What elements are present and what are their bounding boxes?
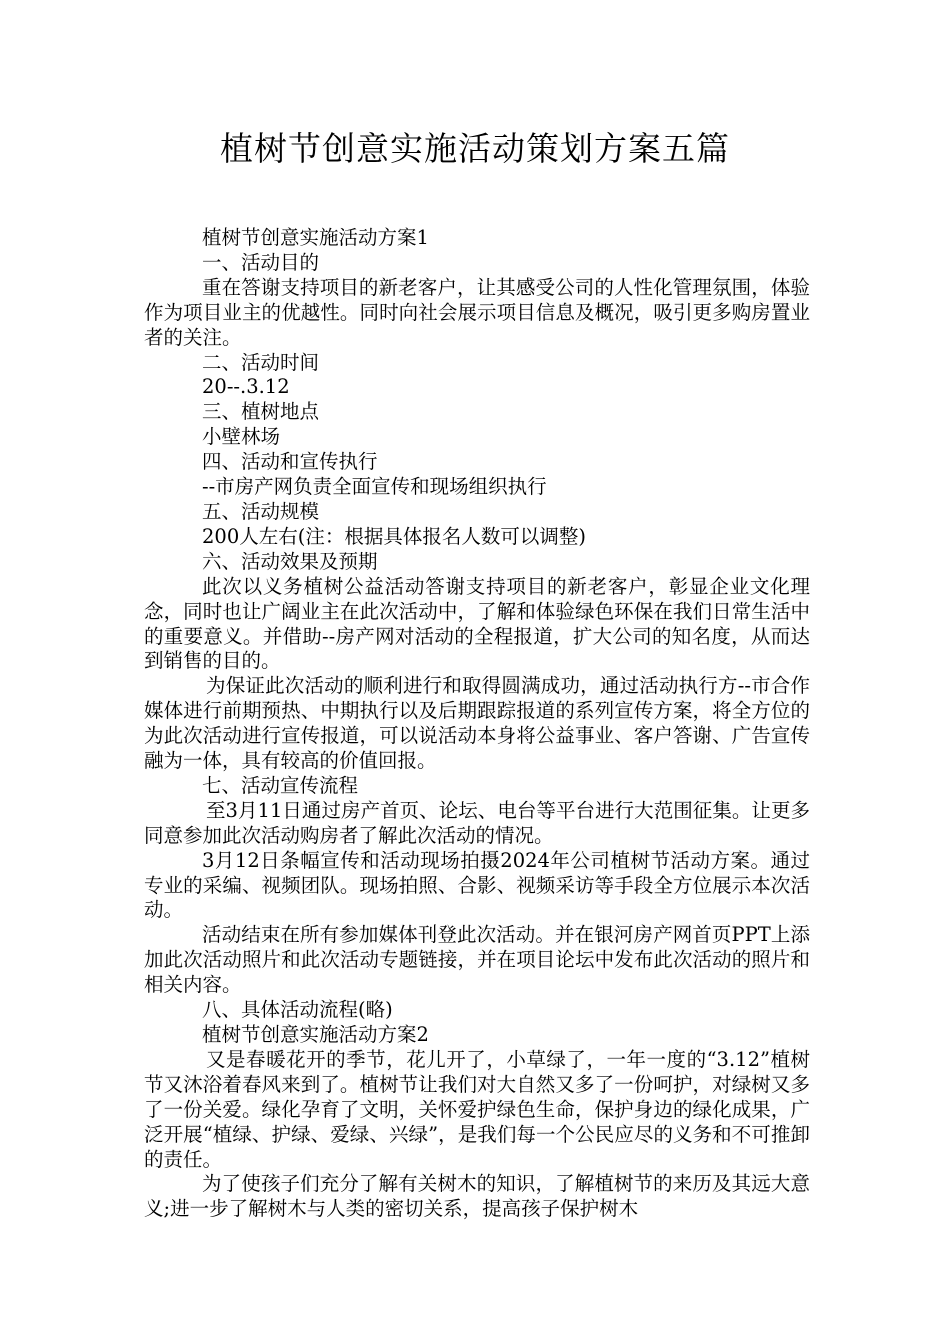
body-line: --市房产网负责全面宣传和现场组织执行 [202,475,547,499]
section-heading: 六、活动效果及预期 [202,549,378,573]
body-paragraph: 此次以义务植树公益活动答谢支持项目的新老客户，彰显企业文化理念，同时也让广阔业主在此次活动中，了解和体验绿色环保在我们日常生活中的重要意义。并借助--房产网对活动的全程报道，扩大公司的知名度，从而达到销售的目的。 [144,574,810,673]
section-heading: 八、具体活动流程(略) [202,998,393,1022]
section-heading: 植树节创意实施活动方案1 [202,226,429,249]
section-heading: 二、活动时间 [202,350,320,374]
section-heading: 植树节创意实施活动方案2 [202,1023,429,1046]
section-heading: 三、植树地点 [202,400,320,424]
body-paragraph: 重在答谢支持项目的新老客户，让其感受公司的人性化管理氛围，体验作为项目业主的优越性。同时向社会展示项目信息及概况，吸引更多购房置业者的关注。 [144,275,810,349]
body-line: 小壁林场 [202,425,281,449]
section-heading: 七、活动宣传流程 [202,773,359,797]
body-paragraph: 至3月11日通过房产首页、论坛、电台等平台进行大范围征集。让更多同意参加此次活动购房者了解此次活动的情况。 [144,798,810,847]
body-paragraph: 活动结束在所有参加媒体刊登此次活动。并在银河房产网首页PPT上添加此次活动照片和此次活动专题链接，并在项目论坛中发布此次活动的照片和相关内容。 [144,923,810,997]
body-paragraph: 为了使孩子们充分了解有关树木的知识，了解植树节的来历及其远大意义;进一步了解树木与人类的密切关系，提高孩子保护树木 [144,1172,810,1221]
section-heading: 四、活动和宣传执行 [202,450,378,474]
document-body [144,226,810,1222]
body-line: 200人左右(注：根据具体报名人数可以调整) [202,524,586,548]
body-paragraph: 又是春暖花开的季节，花儿开了，小草绿了，一年一度的“3.12”植树节又沐浴着春风来到了。植树节让我们对大自然又多了一份呵护，对绿树又多了一份关爱。绿化孕育了文明，关怀爱护绿色生命，保护身边的绿化成果，广泛开展“植绿、护绿、爱绿、兴绿”，是我们每一个公民应尽的义务和不可推卸的责任。 [144,1047,810,1171]
body-line: 20--.3.12 [202,375,290,399]
document-title: 植树节创意实施活动策划方案五篇 [220,129,730,168]
section-heading: 一、活动目的 [202,250,320,274]
body-paragraph: 为保证此次活动的顺利进行和取得圆满成功，通过活动执行方--市合作媒体进行前期预热、中期执行以及后期跟踪报道的系列宣传方案，将全方位的为此次活动进行宣传报道，可以说活动本身将公益事业、客户答谢、广告宣传融为一体，具有较高的价值回报。 [144,674,810,773]
body-paragraph: 3月12日条幅宣传和活动现场拍摄2024年公司植树节活动方案。通过专业的采编、视频团队。现场拍照、合影、视频采访等手段全方位展示本次活动。 [144,848,810,922]
section-heading: 五、活动规模 [202,499,320,523]
